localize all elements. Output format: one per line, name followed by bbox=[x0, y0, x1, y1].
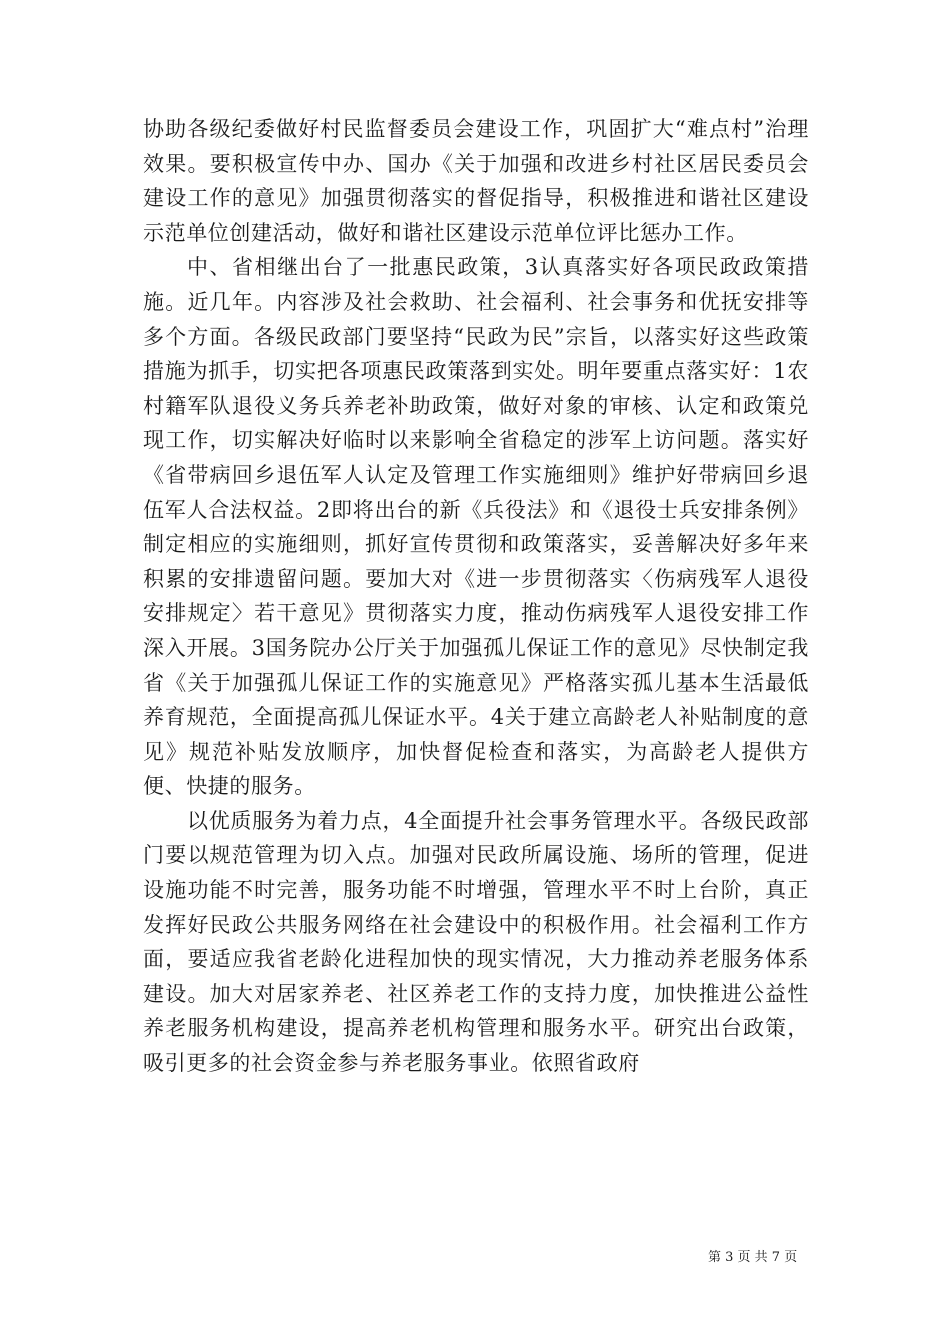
paragraph-2: 中、省相继出台了一批惠民政策，3认真落实好各项民政政策措施。近几年。内容涉及社会救助、社会福利、社会事务和优抚安排等多个方面。各级民政部门要坚持“民政为民”宗旨，以落实好这些政策措施为抓手，切实把各项惠民政策落到实处。明年要重点落实好：1农村籍军队退役义务兵养老补助政策，做好对象的审核、认定和政策兑现工作，切实解决好临时以来影响全省稳定的涉军上访问题。落实好《省带病回乡退伍军人认定及管理工作实施细则》维护好带病回乡退伍军人合法权益。2即将出台的新《兵役法》和《退役士兵安排条例》制定相应的实施细则，抓好宣传贯彻和政策落实，妥善解决好多年来积累的安排遗留问题。要加大对《进一步贯彻落实〈伤病残军人退役安排规定〉若干意见》贯彻落实力度，推动伤病残军人退役安排工作深入开展。3国务院办公厅关于加强孤儿保证工作的意见》尽快制定我省《关于加强孤儿保证工作的实施意见》严格落实孤儿基本生活最低养育规范，全面提高孤儿保证水平。4关于建立高龄老人补贴制度的意见》规范补贴发放顺序，加快督促检查和落实，为高龄老人提供方便、快捷的服务。 bbox=[143, 255, 809, 799]
paragraph-1: 协助各级纪委做好村民监督委员会建设工作，巩固扩大“难点村”治理效果。要积极宣传中办、国办《关于加强和改进乡村社区居民委员会建设工作的意见》加强贯彻落实的督促指导，积极推进和谐社区建设示范单位创建活动，做好和谐社区建设示范单位评比惩办工作。 bbox=[143, 117, 809, 245]
document-body bbox=[143, 112, 809, 1081]
page-number-footer: 第 3 页 共 7 页 bbox=[708, 1250, 798, 1265]
paragraph-3: 以优质服务为着力点，4全面提升社会事务管理水平。各级民政部门要以规范管理为切入点。加强对民政所属设施、场所的管理，促进设施功能不时完善，服务功能不时增强，管理水平不时上台阶，真正发挥好民政公共服务网络在社会建设中的积极作用。社会福利工作方面，要适应我省老龄化进程加快的现实情况，大力推动养老服务体系建设。加大对居家养老、社区养老工作的支持力度，加快推进公益性养老服务机构建设，提高养老机构管理和服务水平。研究出台政策，吸引更多的社会资金参与养老服务事业。依照省政府 bbox=[143, 808, 809, 1076]
